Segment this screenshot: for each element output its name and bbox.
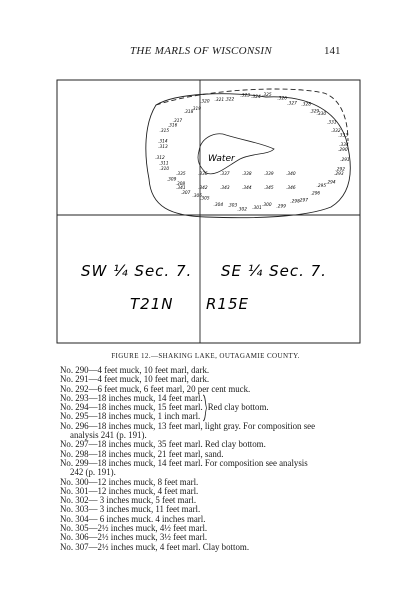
sample-point-295: .295 [316,184,327,189]
entry-line: No. 294—18 inches muck, 15 feet marl. [60,402,203,413]
sample-point-298: .298 [290,199,300,205]
sample-point-305: .305 [200,196,210,202]
sample-point-304: .304 [213,202,224,208]
sample-point-322: .322 [224,97,235,103]
sample-point-343: .343 [220,186,230,191]
sample-point-341: .341 [176,186,186,191]
sample-point-342: .342 [198,186,208,191]
entry-line: No. 307—2½ inches muck, 4 feet marl. Clay bottom. [60,541,250,552]
sample-point-336: .336 [198,172,208,177]
entry-group-note: Red clay bottom. [207,402,269,413]
sample-point-328: .328 [301,102,311,108]
sample-point-314: .314 [158,139,168,145]
running-header [0,45,411,61]
entry-line: No. 305—2½ inches muck, 4½ feet marl. [60,523,208,534]
sample-point-302: .302 [237,207,247,213]
sample-point-297: .297 [298,198,308,204]
sample-point-319: .319 [191,106,201,112]
sample-point-294: .294 [326,180,336,186]
sample-point-323: .323 [240,93,250,99]
sample-point-306: .306 [192,194,202,200]
entry-group [60,394,390,422]
sample-entries [60,366,390,552]
entry-line: No. 300—12 inches muck, 8 feet marl. [60,476,199,487]
entry-line: No. 290—4 feet muck, 10 feet marl, dark. [60,365,210,375]
entry-line: No. 293—18 inches muck, 14 feet marl. [60,392,203,403]
sample-point-346: .346 [286,186,296,191]
sample-point-300: .300 [262,203,272,209]
water-label: Water [208,154,235,164]
sample-point-334: .334 [339,143,349,149]
sample-point-296: .296 [310,191,321,197]
sw-quarter-label: SW ¼ Sec. 7. [81,262,193,280]
entry-line: No. 303— 3 inches muck, 11 feet marl. [60,504,201,515]
sample-point-345: .345 [264,186,274,191]
sample-points [155,92,350,213]
township-label: T21N [130,295,174,313]
entry-line: No. 298—18 inches muck, 21 feet marl, sand. [60,448,224,459]
sample-point-340: .340 [286,172,296,177]
sample-point-325: .325 [262,92,272,98]
sample-point-299: .299 [276,204,286,210]
entry-line: No. 292—6 feet muck, 6 feet marl, 20 per cent muck. [60,383,251,394]
sample-point-332: .332 [331,129,341,135]
sample-point-324: .324 [251,95,261,100]
sample-point-311: .311 [159,161,169,167]
entry-line: No. 295—18 inches muck, 1 inch marl. [60,411,201,422]
entry-line: No. 296—18 inches muck, 13 feet marl, light gray. For composition see [60,420,316,431]
sample-point-338: .338 [242,172,252,177]
sample-point-320: .320 [200,99,210,105]
sample-point-321: .321 [214,98,225,104]
sample-point-329: .329 [309,109,320,115]
sample-point-333: .333 [338,133,348,139]
sample-point-292: .292 [335,167,345,173]
sample-point-301: .301 [252,206,262,211]
range-label: R15E [206,295,249,313]
sample-point-316: .316 [167,123,178,129]
sample-point-317: .317 [172,119,183,125]
sample-point-290: .290 [338,148,348,153]
sample-point-303: .303 [227,203,238,209]
entry-line: No. 299—18 inches muck, 14 feet marl. For composition see analysis [60,457,308,468]
sample-point-312: .312 [155,155,165,161]
sample-point-291: .291 [340,157,350,163]
entry-line: No. 297—18 inches muck, 35 feet marl. Red clay bottom. [60,439,266,450]
page-number: 141 [324,45,341,57]
sample-point-310: .310 [159,167,170,173]
sample-point-326: .326 [277,96,287,102]
sample-point-308: .308 [175,181,186,187]
figure-caption: FIGURE 12.—SHAKING LAKE, OUTAGAMIE COUNTY. [111,352,300,360]
entry-line: No. 291—4 feet muck, 10 feet marl, dark. [60,374,210,385]
sample-point-313: .313 [158,145,168,151]
entry-group-lines [60,394,203,422]
sample-point-327: .327 [287,101,297,107]
se-quarter-label: SE ¼ Sec. 7. [221,262,327,280]
entry-continuation: 242 (p. 191). [70,467,116,478]
sample-point-339: .339 [264,172,274,177]
sample-point-335: .335 [176,172,186,177]
lake-map [56,79,361,344]
sample-point-309: .309 [166,177,177,183]
sample-point-315: .315 [159,128,170,134]
sample-point-337: .337 [220,172,230,177]
entry-line: No. 302— 3 inches muck, 5 feet marl. [60,495,197,506]
sample-point-318: .318 [183,110,194,116]
entry-line: No. 304— 6 inches muck. 4 inches marl. [60,513,206,524]
sample-point-330: .330 [316,112,327,117]
entry-line: No. 301—12 inches muck, 4 feet marl. [60,485,199,496]
running-title: THE MARLS OF WISCONSIN [130,45,272,57]
sample-point-344: .344 [242,186,252,191]
entry-line: No. 306—2½ inches muck, 3½ feet marl. [60,532,208,543]
entry-continuation: analysis 241 (p. 191). [70,430,147,441]
sample-point-307: .307 [180,190,191,196]
sample-point-293: .293 [334,171,344,177]
sample-point-331: .331 [327,120,337,126]
